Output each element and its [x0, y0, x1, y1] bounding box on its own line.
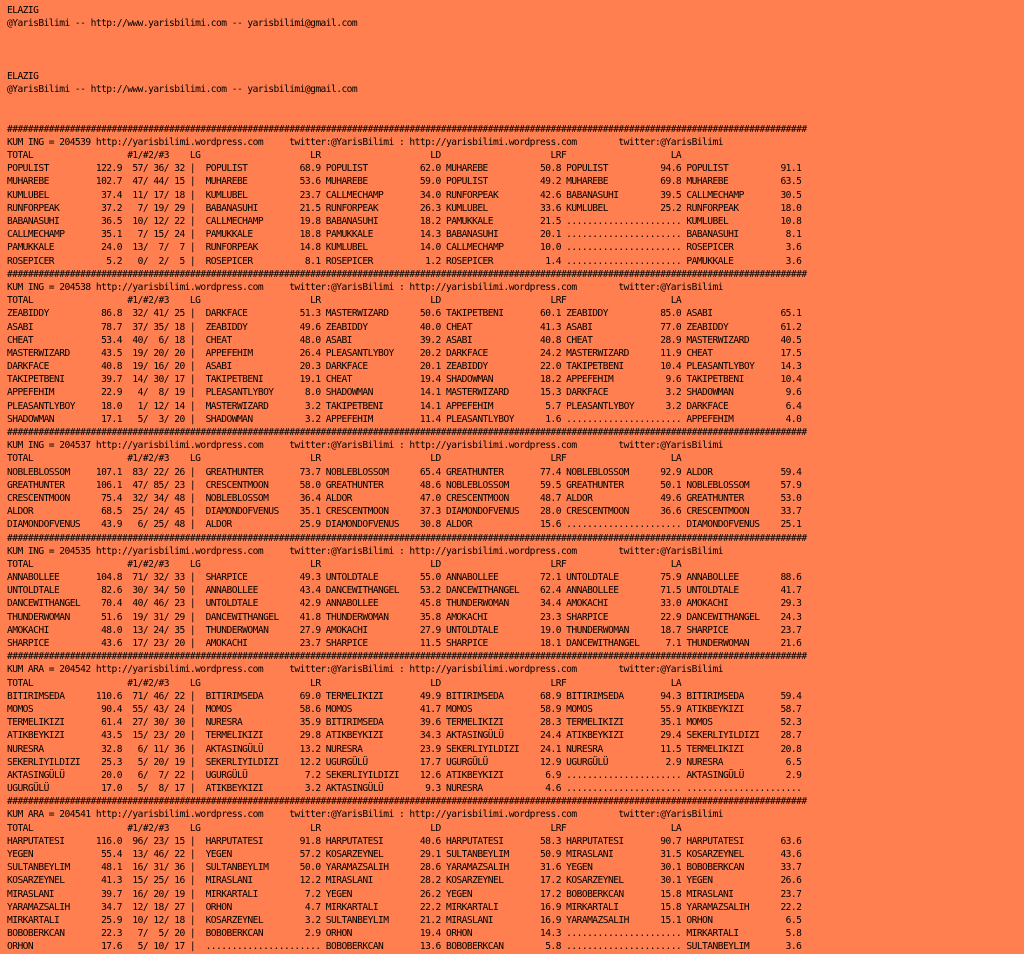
separator-line: ######################################################################################################################################################### — [7, 268, 807, 280]
result-row: MOMOS 90.4 55/ 43/ 24 | MOMOS 58.6 MOMOS 41.7 MOMOS 58.9 MOMOS 55.9 ATIKBEYKIZI 58.7 — [7, 703, 802, 715]
race-header-line: KUM ARA = 204542 http://yarisbilimi.wordpress.com twitter:@YarisBilimi : http://yarisbilimi.wordpress.com twitter:@YarisBilimi — [7, 664, 723, 676]
column-header-line: TOTAL #1/#2/#3 LG LR LD LRF LA — [7, 677, 682, 689]
result-row: YEGEN 55.4 13/ 46/ 22 | YEGEN 57.2 KOSARZEYNEL 29.1 SULTANBEYLIM 50.9 MIRASLANI 31.5 KOSARZEYNEL 43.6 — [7, 849, 802, 860]
result-row: MIRASLANI 39.7 16/ 20/ 19 | MIRKARTALI 7.2 YEGEN 26.2 YEGEN 17.2 BOBOBERKCAN 15.8 MIRASLANI 23.7 — [7, 888, 802, 900]
result-row: HARPUTATESI 116.0 96/ 23/ 15 | HARPUTATESI 91.8 HARPUTATESI 40.6 HARPUTATESI 58.3 HARPUTATESI 90.7 HARPUTATESI 63.6 — [7, 835, 802, 847]
result-row: CRESCENTMOON 75.4 32/ 34/ 48 | NOBLEBLOSSOM 36.4 ALDOR 47.0 CRESCENTMOON 48.7 ALDOR 49.6 GREATHUNTER 53.0 — [7, 492, 802, 504]
column-header-line: TOTAL #1/#2/#3 LG LR LD LRF LA — [7, 558, 682, 570]
column-header-line: TOTAL #1/#2/#3 LG LR LD LRF LA — [7, 150, 682, 162]
column-header-line: TOTAL #1/#2/#3 LG LR LD LRF LA — [7, 822, 682, 834]
race-header-line: KUM ING = 204535 http://yarisbilimi.wordpress.com twitter:@YarisBilimi : http://yarisbilimi.wordpress.com twitter:@YarisBilimi — [7, 545, 723, 557]
result-row: KOSARZEYNEL 41.3 15/ 25/ 16 | MIRASLANI 12.2 MIRASLANI 28.2 KOSARZEYNEL 17.2 KOSARZEYNEL 30.1 YEGEN 26.6 — [7, 875, 802, 887]
result-row: ANNABOLLEE 104.8 71/ 32/ 33 | SHARPICE 49.3 UNTOLDTALE 55.0 ANNABOLLEE 72.1 UNTOLDTALE 75.9 ANNABOLLEE 88.6 — [7, 572, 802, 584]
result-row: CHEAT 53.4 40/ 6/ 18 | CHEAT 48.0 ASABI 39.2 ASABI 40.8 CHEAT 28.9 MASTERWIZARD 40.5 — [7, 334, 802, 346]
results-document — [7, 4, 807, 954]
result-row: KUMLUBEL 37.4 11/ 17/ 18 | KUMLUBEL 23.7 CALLMECHAMP 34.0 RUNFORPEAK 42.6 BABANASUHI 39.5 CALLMECHAMP 30.5 — [7, 189, 802, 201]
result-row: APPEFEHIM 22.9 4/ 8/ 19 | PLEASANTLYBOY 8.0 SHADOWMAN 14.1 MASTERWIZARD 15.3 DARKFACE 3.2 SHADOWMAN 9.6 — [7, 387, 802, 399]
result-row: TAKIPETBENI 39.7 14/ 30/ 17 | TAKIPETBENI 19.1 CHEAT 19.4 SHADOWMAN 18.2 APPEFEHIM 9.6 TAKIPETBENI 10.4 — [7, 374, 802, 386]
column-header-line: TOTAL #1/#2/#3 LG LR LD LRF LA — [7, 295, 682, 307]
result-row: ASABI 78.7 37/ 35/ 18 | ZEABIDDY 49.6 ZEABIDDY 40.0 CHEAT 41.3 ASABI 77.0 ZEABIDDY 61.2 — [7, 321, 802, 333]
result-row: MIRKARTALI 25.9 10/ 12/ 18 | KOSARZEYNEL 3.2 SULTANBEYLIM 21.2 MIRASLANI 16.9 YARAMAZSALIH 15.1 ORHON 6.5 — [7, 914, 802, 926]
result-row: RUNFORPEAK 37.2 7/ 19/ 29 | BABANASUHI 21.5 RUNFORPEAK 26.3 KUMLUBEL 33.6 KUMLUBEL 25.2 RUNFORPEAK 18.0 — [7, 202, 802, 214]
race-header-line: KUM ING = 204539 http://yarisbilimi.wordpress.com twitter:@YarisBilimi : http://yarisbilimi.wordpress.com twitter:@YarisBilimi — [7, 136, 723, 148]
result-row: AMOKACHI 48.0 13/ 24/ 35 | THUNDERWOMAN 27.9 AMOKACHI 27.9 UNTOLDTALE 19.0 THUNDERWOMAN 18.7 SHARPICE 23.7 — [7, 624, 802, 636]
result-row: MUHAREBE 102.7 47/ 44/ 15 | MUHAREBE 53.6 MUHAREBE 59.0 POPULIST 49.2 MUHAREBE 69.8 MUHAREBE 63.5 — [7, 176, 802, 188]
result-row: SEKERLIYILDIZI 25.3 5/ 20/ 19 | SEKERLIYILDIZI 12.2 UGURGÜLÜ 17.7 UGURGÜLÜ 12.9 UGURGÜLÜ 2.9 NURESRA 6.5 — [7, 756, 802, 768]
column-header-line: TOTAL #1/#2/#3 LG LR LD LRF LA — [7, 453, 682, 465]
result-row: CALLMECHAMP 35.1 7/ 15/ 24 | PAMUKKALE 18.8 PAMUKKALE 14.3 BABANASUHI 20.1 ...................... BABANASUHI 8.1 — [7, 229, 802, 241]
blank-line — [7, 44, 807, 57]
result-row: UGURGÜLÜ 17.0 5/ 8/ 17 | ATIKBEYKIZI 3.2 AKTASINGÜLÜ 9.3 NURESRA 4.6 ...................... ...................... — [7, 783, 802, 795]
location-title: ELAZIG — [7, 5, 39, 16]
result-row: ATIKBEYKIZI 43.5 15/ 23/ 20 | TERMELIKIZI 29.8 ATIKBEYKIZI 34.3 AKTASINGÜLÜ 24.4 ATIKBEYKIZI 29.4 SEKERLIYILDIZI 28.7 — [7, 730, 802, 742]
separator-line: ######################################################################################################################################################### — [7, 796, 807, 808]
blank-line — [7, 96, 807, 109]
location-title: ELAZIG — [7, 70, 39, 82]
result-row: PLEASANTLYBOY 18.0 1/ 12/ 14 | MASTERWIZARD 3.2 TAKIPETBENI 14.1 APPEFEHIM 5.7 PLEASANTLYBOY 3.2 DARKFACE 6.4 — [7, 400, 802, 412]
result-row: NURESRA 32.8 6/ 11/ 36 | AKTASINGÜLÜ 13.2 NURESRA 23.9 SEKERLIYILDIZI 24.1 NURESRA 11.5 TERMELIKIZI 20.8 — [7, 743, 802, 755]
result-row: DARKFACE 40.8 19/ 16/ 20 | ASABI 20.3 DARKFACE 20.1 ZEABIDDY 22.0 TAKIPETBENI 10.4 PLEASANTLYBOY 14.3 — [7, 361, 802, 373]
result-row: ORHON 17.6 5/ 10/ 17 | ...................... BOBOBERKCAN 13.6 BOBOBERKCAN 5.8 ...................... SULTANBEYLIM 3.6 — [7, 941, 802, 953]
result-row: MASTERWIZARD 43.5 19/ 20/ 20 | APPEFEHIM 26.4 PLEASANTLYBOY 20.2 DARKFACE 24.2 MASTERWIZARD 11.9 CHEAT 17.5 — [7, 347, 802, 359]
separator-line: ######################################################################################################################################################### — [7, 532, 807, 544]
contact-line: @YarisBilimi -- http://www.yarisbilimi.com -- yarisbilimi@gmail.com — [7, 84, 358, 96]
blank-line — [7, 110, 807, 123]
result-row: ZEABIDDY 86.8 32/ 41/ 25 | DARKFACE 51.3 MASTERWIZARD 50.6 TAKIPETBENI 60.1 ZEABIDDY 85.0 ASABI 65.1 — [7, 308, 802, 320]
result-row: AKTASINGÜLÜ 20.0 6/ 7/ 22 | UGURGÜLÜ 7.2 SEKERLIYILDIZI 12.6 ATIKBEYKIZI 6.9 ...................... AKTASINGÜLÜ 2.9 — [7, 769, 802, 781]
result-row: POPULIST 122.9 57/ 36/ 32 | POPULIST 68.9 POPULIST 62.0 MUHAREBE 50.8 POPULIST 94.6 POPULIST 91.1 — [7, 163, 802, 175]
result-row: DIAMONDOFVENUS 43.9 6/ 25/ 48 | ALDOR 25.9 DIAMONDOFVENUS 30.8 ALDOR 15.6 ...................... DIAMONDOFVENUS 25.1 — [7, 519, 802, 531]
race-header-line: KUM ARA = 204541 http://yarisbilimi.wordpress.com twitter:@YarisBilimi : http://yarisbilimi.wordpress.com twitter:@YarisBilimi — [7, 809, 723, 821]
result-row: ALDOR 68.5 25/ 24/ 45 | DIAMONDOFVENUS 35.1 CRESCENTMOON 37.3 DIAMONDOFVENUS 28.0 CRESCENTMOON 36.6 CRESCENTMOON 33.7 — [7, 506, 802, 518]
result-row: PAMUKKALE 24.0 13/ 7/ 7 | RUNFORPEAK 14.8 KUMLUBEL 14.0 CALLMECHAMP 10.0 ...................... ROSEPICER 3.6 — [7, 242, 802, 254]
race-header-line: KUM ING = 204538 http://yarisbilimi.wordpress.com twitter:@YarisBilimi : http://yarisbilimi.wordpress.com twitter:@YarisBilimi — [7, 281, 723, 293]
result-row: TERMELIKIZI 61.4 27/ 30/ 30 | NURESRA 35.9 BITIRIMSEDA 39.6 TERMELIKIZI 28.3 TERMELIKIZI 35.1 MOMOS 52.3 — [7, 717, 802, 729]
result-row: NOBLEBLOSSOM 107.1 83/ 22/ 26 | GREATHUNTER 73.7 NOBLEBLOSSOM 65.4 GREATHUNTER 77.4 NOBLEBLOSSOM 92.9 ALDOR 59.4 — [7, 466, 802, 478]
blank-line — [7, 57, 807, 70]
result-row: BOBOBERKCAN 22.3 7/ 5/ 20 | BOBOBERKCAN 2.9 ORHON 19.4 ORHON 14.3 ...................... MIRKARTALI 5.8 — [7, 928, 802, 940]
result-row: THUNDERWOMAN 51.6 19/ 31/ 29 | DANCEWITHANGEL 41.8 THUNDERWOMAN 35.8 AMOKACHI 23.3 SHARPICE 22.9 DANCEWITHANGEL 24.3 — [7, 611, 802, 623]
result-row: SHARPICE 43.6 17/ 23/ 20 | AMOKACHI 23.7 SHARPICE 11.5 SHARPICE 18.1 DANCEWITHANGEL 7.1 THUNDERWOMAN 21.6 — [7, 638, 802, 649]
result-row: SULTANBEYLIM 48.1 16/ 31/ 36 | SULTANBEYLIM 50.0 YARAMAZSALIH 28.6 YARAMAZSALIH 31.6 YEGEN 30.1 BOBOBERKCAN 33.7 — [7, 862, 802, 874]
result-row: UNTOLDTALE 82.6 30/ 34/ 50 | ANNABOLLEE 43.4 DANCEWITHANGEL 53.2 DANCEWITHANGEL 62.4 ANNABOLLEE 71.5 UNTOLDTALE 41.7 — [7, 585, 802, 597]
result-row: YARAMAZSALIH 34.7 12/ 18/ 27 | ORHON 4.7 MIRKARTALI 22.2 MIRKARTALI 16.9 MIRKARTALI 15.8 YARAMAZSALIH 22.2 — [7, 901, 802, 913]
result-row: SHADOWMAN 17.1 5/ 3/ 20 | SHADOWMAN 3.2 APPEFEHIM 11.4 PLEASANTLYBOY 1.6 ...................... APPEFEHIM 4.0 — [7, 413, 802, 425]
result-row: DANCEWITHANGEL 70.4 40/ 46/ 23 | UNTOLDTALE 42.9 ANNABOLLEE 45.8 THUNDERWOMAN 34.4 AMOKACHI 33.0 AMOKACHI 29.3 — [7, 598, 802, 610]
separator-line: ######################################################################################################################################################### — [7, 123, 807, 135]
race-header-line: KUM ING = 204537 http://yarisbilimi.wordpress.com twitter:@YarisBilimi : http://yarisbilimi.wordpress.com twitter:@YarisBilimi — [7, 440, 723, 452]
separator-line: ######################################################################################################################################################### — [7, 427, 807, 438]
separator-line: ######################################################################################################################################################### — [7, 651, 807, 663]
result-row: BABANASUHI 36.5 10/ 12/ 22 | CALLMECHAMP 19.8 BABANASUHI 18.2 PAMUKKALE 21.5 ...................... KUMLUBEL 10.8 — [7, 216, 802, 227]
result-row: ROSEPICER 5.2 0/ 2/ 5 | ROSEPICER 8.1 ROSEPICER 1.2 ROSEPICER 1.4 ...................... PAMUKKALE 3.6 — [7, 255, 802, 267]
contact-line: @YarisBilimi -- http://www.yarisbilimi.com -- yarisbilimi@gmail.com — [7, 18, 358, 30]
blank-line — [7, 30, 807, 43]
result-row: BITIRIMSEDA 110.6 71/ 46/ 22 | BITIRIMSEDA 69.0 TERMELIKIZI 49.9 BITIRIMSEDA 68.9 BITIRIMSEDA 94.3 BITIRIMSEDA 59.4 — [7, 690, 802, 702]
result-row: GREATHUNTER 106.1 47/ 85/ 23 | CRESCENTMOON 58.0 GREATHUNTER 48.6 NOBLEBLOSSOM 59.5 GREATHUNTER 50.1 NOBLEBLOSSOM 57.9 — [7, 479, 802, 491]
